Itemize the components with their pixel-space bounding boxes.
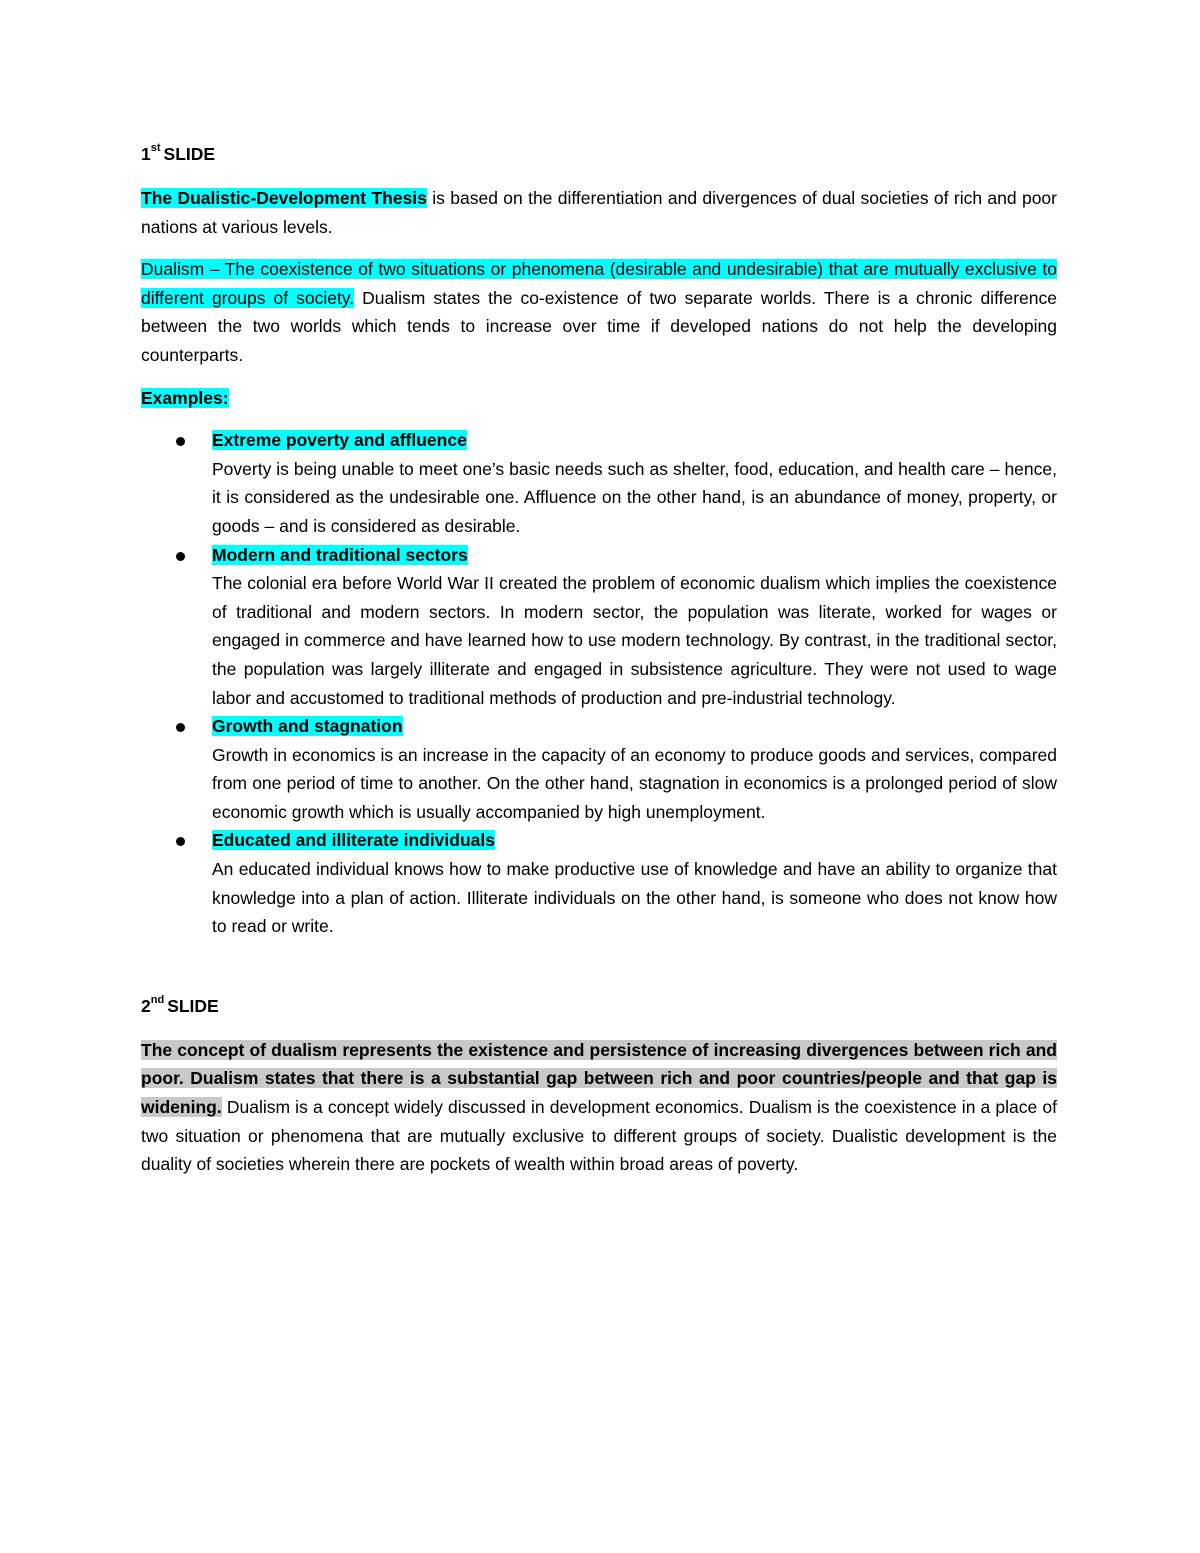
dualism-rest: Dualism states the co-existence of two separate worlds. There is a chronic difference between the two worlds which tends to increase over time if developed nations do not help the developing counterparts. — [141, 287, 1057, 365]
slide-1-heading — [141, 140, 1057, 168]
list-item — [141, 541, 1057, 713]
list-item — [141, 426, 1057, 540]
slide-1-heading-number: 1 — [141, 144, 151, 164]
example-body: The colonial era before World War II created the problem of economic dualism which implies the coexistence of traditional and modern sectors. In modern sector, the population was literate, worked for wages or engaged in commerce and have learned how to use modern technology. By contrast, in the traditional sector, the population was largely illiterate and engaged in subsistence agriculture. They were not used to wage labor and accustomed to traditional methods of production and pre-industrial technology. — [212, 573, 1057, 708]
examples-list — [141, 426, 1057, 941]
example-body: Growth in economics is an increase in the capacity of an economy to produce goods and services, compared from one period of time to another. On the other hand, stagnation in economics is a prolonged period of slow economic growth which is usually accompanied by high unemployment. — [212, 744, 1057, 822]
slide-2-heading-superscript: nd — [150, 994, 165, 1007]
concept-rest: Dualism is a concept widely discussed in development economics. Dualism is the coexistence in a place of two situation or phenomena that are mutually exclusive to different groups of society. Dualistic development is the duality of societies wherein there are pockets of wealth within broad areas of poverty. — [141, 1097, 1057, 1175]
slide-2-heading-number: 2 — [141, 995, 151, 1016]
bullet-icon — [176, 437, 185, 446]
example-title: Educated and illiterate individuals — [212, 830, 495, 851]
dualism-paragraph — [141, 255, 1057, 369]
dualism-definition-highlight: Dualism – The coexistence of two situations or phenomena (desirable and undesirable) that are mutually exclusive to different groups of society. — [141, 259, 1057, 308]
slide-2-heading — [141, 992, 1057, 1020]
thesis-rest: is based on the differentiation and divergences of dual societies of rich and poor nations at various levels. — [141, 188, 1057, 237]
list-item — [141, 826, 1057, 940]
slide-1-heading-text: SLIDE — [163, 144, 216, 164]
concept-highlight: The concept of dualism represents the existence and persistence of increasing divergences between rich and poor. Dualism states that there is a substantial gap between rich and poor countries/people and that gap is widening. — [141, 1039, 1057, 1118]
section-spacer — [141, 941, 1057, 992]
examples-label — [141, 384, 1057, 413]
example-body: An educated individual knows how to make productive use of knowledge and have an ability to organize that knowledge into a plan of action. Illiterate individuals on the other hand, is someone who does not know how to read or write. — [212, 859, 1057, 937]
examples-label-text: Examples: — [141, 387, 229, 408]
slide-2-heading-text: SLIDE — [167, 995, 219, 1016]
thesis-term: The Dualistic-Development Thesis — [141, 188, 427, 208]
example-title: Extreme poverty and affluence — [212, 430, 467, 451]
bullet-icon — [176, 552, 185, 561]
bullet-icon — [176, 723, 185, 732]
example-title: Modern and traditional sectors — [212, 544, 468, 565]
document-page — [141, 140, 1057, 1193]
thesis-paragraph — [141, 184, 1057, 241]
concept-paragraph — [141, 1036, 1057, 1179]
bullet-icon — [176, 837, 185, 846]
example-body: Poverty is being unable to meet one’s basic needs such as shelter, food, education, and health care – hence, it is considered as the undesirable one. Affluence on the other hand, is an abundance of money, property, or goods – and is considered as desirable. — [212, 458, 1057, 536]
example-title: Growth and stagnation — [212, 716, 403, 737]
slide-1-heading-superscript: st — [150, 142, 161, 155]
list-item — [141, 712, 1057, 826]
